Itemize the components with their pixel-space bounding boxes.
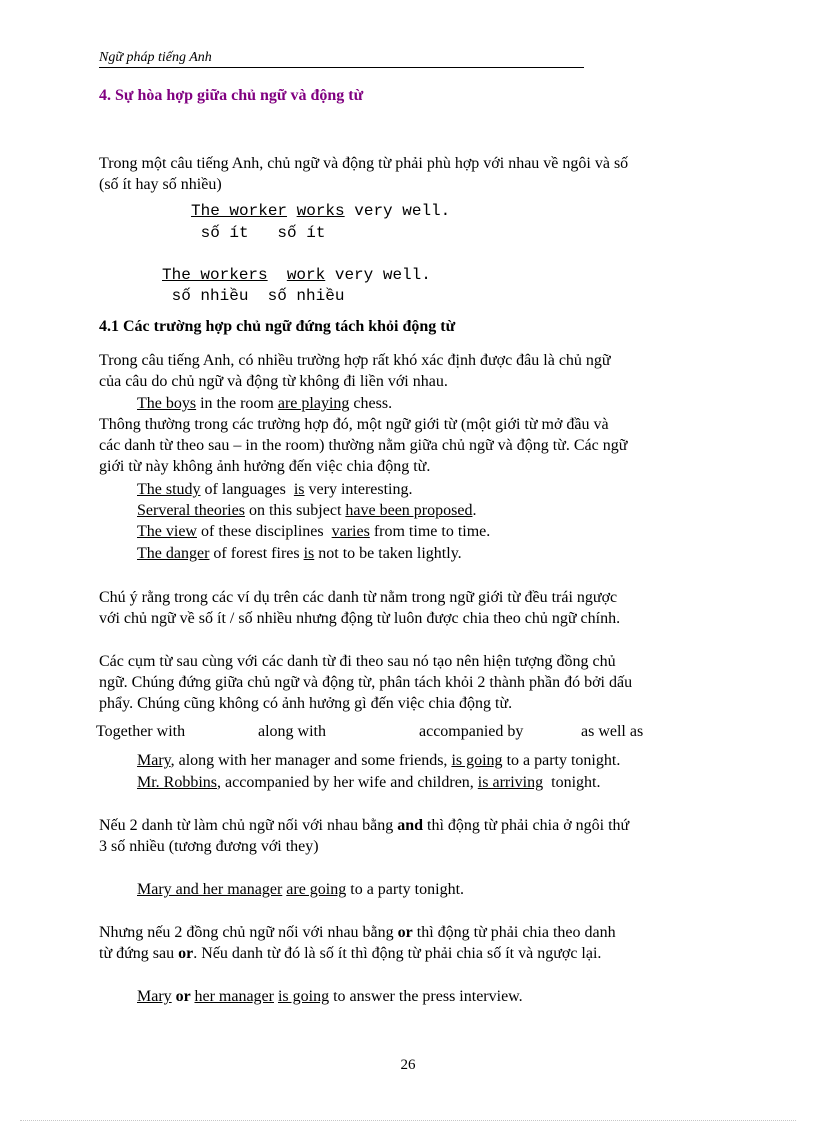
example-subject: The workers <box>162 266 268 284</box>
example-subject: The study <box>137 481 201 498</box>
text-line <box>99 922 741 943</box>
intro-paragraph <box>99 153 741 195</box>
text-line: Trong câu tiếng Anh, có nhiều trường hợp rất khó xác định được đâu là chủ ngữ <box>99 352 611 369</box>
example-subject: Mary <box>137 988 172 1005</box>
example-end: from time to time. <box>369 523 491 540</box>
example-end: very interesting. <box>304 481 413 498</box>
example-mid: in the room <box>196 395 278 412</box>
example-sentence-plural <box>162 265 431 286</box>
example-verb: have been proposed <box>345 502 473 519</box>
example-mid: on this subject <box>244 502 346 519</box>
example-verb: varies <box>331 523 370 540</box>
example-note-plural: số nhiều số nhiều <box>162 287 345 305</box>
example-subject: The boys <box>137 395 197 412</box>
text-span: từ đứng sau <box>99 945 179 962</box>
text-span: thì động từ phải chia ở ngôi thứ <box>423 817 630 834</box>
example-verb: works <box>296 202 345 220</box>
text-line: Các cụm từ sau cùng với các danh từ đi theo sau nó tạo nên hiện tượng đồng chủ <box>99 653 616 670</box>
page-number: 26 <box>400 1057 416 1073</box>
text-line: Trong một câu tiếng Anh, chủ ngữ và động từ phải phù hợp với nhau về ngôi và số <box>99 155 629 172</box>
example-mid: , accompanied by her wife and children, <box>217 774 478 791</box>
example-robbins <box>137 772 600 793</box>
example-danger <box>137 543 462 564</box>
example-theories <box>137 500 476 521</box>
text-line <box>99 815 741 836</box>
example-study <box>137 479 413 500</box>
example-subject: The danger <box>137 545 210 562</box>
example-subject: Serveral theories <box>137 502 245 519</box>
running-header: Ngữ pháp tiếng Anh <box>99 50 584 68</box>
paragraph-6 <box>99 922 741 964</box>
keyword-or: or <box>397 924 413 941</box>
example-verb: work <box>286 266 326 284</box>
example-view <box>137 521 490 542</box>
example-verb: is arriving <box>477 774 544 791</box>
example-mid: of these disciplines <box>196 523 332 540</box>
text-span: . Nếu danh từ đó là số ít thì động từ phải chia số ít và ngược lại. <box>193 945 602 962</box>
subsection-title: 4.1 Các trường hợp chủ ngữ đứng tách khỏi động từ <box>99 318 456 335</box>
page-divider <box>20 1120 796 1121</box>
example-rest: very well. <box>325 266 431 284</box>
example-mid: of forest fires <box>209 545 304 562</box>
text-line: với chủ ngữ về số ít / số nhiều nhưng động từ luôn được chia theo chủ ngữ chính. <box>99 610 621 627</box>
example-mary-along <box>137 750 620 771</box>
example-note-singular: số ít số ít <box>191 224 326 242</box>
example-subject: Mary <box>137 752 171 769</box>
text-line <box>99 943 741 964</box>
example-mid: , along with her manager and some friends, <box>170 752 452 769</box>
example-end: to answer the press interview. <box>329 988 523 1005</box>
example-mary-and <box>137 879 464 900</box>
example-verb: is going <box>277 988 330 1005</box>
text-line: Chú ý rằng trong các ví dụ trên các danh từ nằm trong ngữ giới từ đều trái ngược <box>99 589 618 606</box>
example-subject: Mary and her manager <box>137 881 283 898</box>
text-line: phẩy. Chúng cũng không có ảnh hưởng gì đến việc chia động từ. <box>99 695 513 712</box>
example-subject: Mr. Robbins <box>137 774 218 791</box>
example-mid: of languages <box>200 481 294 498</box>
phrase-along-with: along with <box>258 723 326 740</box>
text-line: 3 số nhiều (tương đương với they) <box>99 838 319 855</box>
example-boys <box>137 393 392 414</box>
phrase-as-well-as: as well as <box>581 723 644 740</box>
example-subject: her manager <box>194 988 274 1005</box>
paragraph-3 <box>99 587 741 629</box>
example-end: not to be taken lightly. <box>314 545 462 562</box>
example-verb: is going <box>451 752 503 769</box>
example-end: . <box>472 502 477 519</box>
example-mary-or <box>137 986 523 1007</box>
keyword-or: or <box>171 988 195 1005</box>
paragraph-2 <box>99 414 741 477</box>
phrase-together-with: Together with <box>96 723 186 740</box>
text-line: ngữ. Chúng đứng giữa chủ ngữ và động từ, phân tách khỏi 2 thành phần đó bởi dấu <box>99 674 633 691</box>
paragraph-4 <box>99 651 741 714</box>
keyword-and: and <box>397 817 423 834</box>
text-line: các danh từ theo sau – in the room) thường nằm giữa chủ ngữ và động từ. Các ngữ <box>99 437 628 454</box>
example-end: to a party tonight. <box>346 881 465 898</box>
text-line: (số ít hay số nhiều) <box>99 176 222 193</box>
example-verb: is <box>303 545 315 562</box>
text-line: giới từ này không ảnh hưởng đến việc chia động từ. <box>99 458 431 475</box>
text-span: Nhưng nếu 2 đồng chủ ngữ nối với nhau bằng <box>99 924 398 941</box>
phrase-accompanied-by: accompanied by <box>419 723 524 740</box>
example-verb: is <box>293 481 305 498</box>
text-line: Thông thường trong các trường hợp đó, một ngữ giới từ (một giới từ mở đầu và <box>99 416 609 433</box>
section-title: 4. Sự hòa hợp giữa chủ ngữ và động từ <box>99 87 364 104</box>
text-line: của câu do chủ ngữ và động từ không đi liền với nhau. <box>99 373 448 390</box>
text-span: thì động từ phải chia theo danh <box>412 924 616 941</box>
example-end: chess. <box>349 395 393 412</box>
text-span: Nếu 2 danh từ làm chủ ngữ nối với nhau bằng <box>99 817 398 834</box>
example-subject: The view <box>137 523 197 540</box>
example-subject: The worker <box>191 202 288 220</box>
example-verb: are going <box>286 881 347 898</box>
example-verb: are playing <box>277 395 350 412</box>
paragraph-5 <box>99 815 741 857</box>
example-end: to a party tonight. <box>502 752 621 769</box>
keyword-or: or <box>178 945 194 962</box>
example-rest: very well. <box>344 202 451 220</box>
example-end: tonight. <box>543 774 601 791</box>
example-sentence-singular <box>191 201 450 222</box>
paragraph-1 <box>99 350 741 392</box>
